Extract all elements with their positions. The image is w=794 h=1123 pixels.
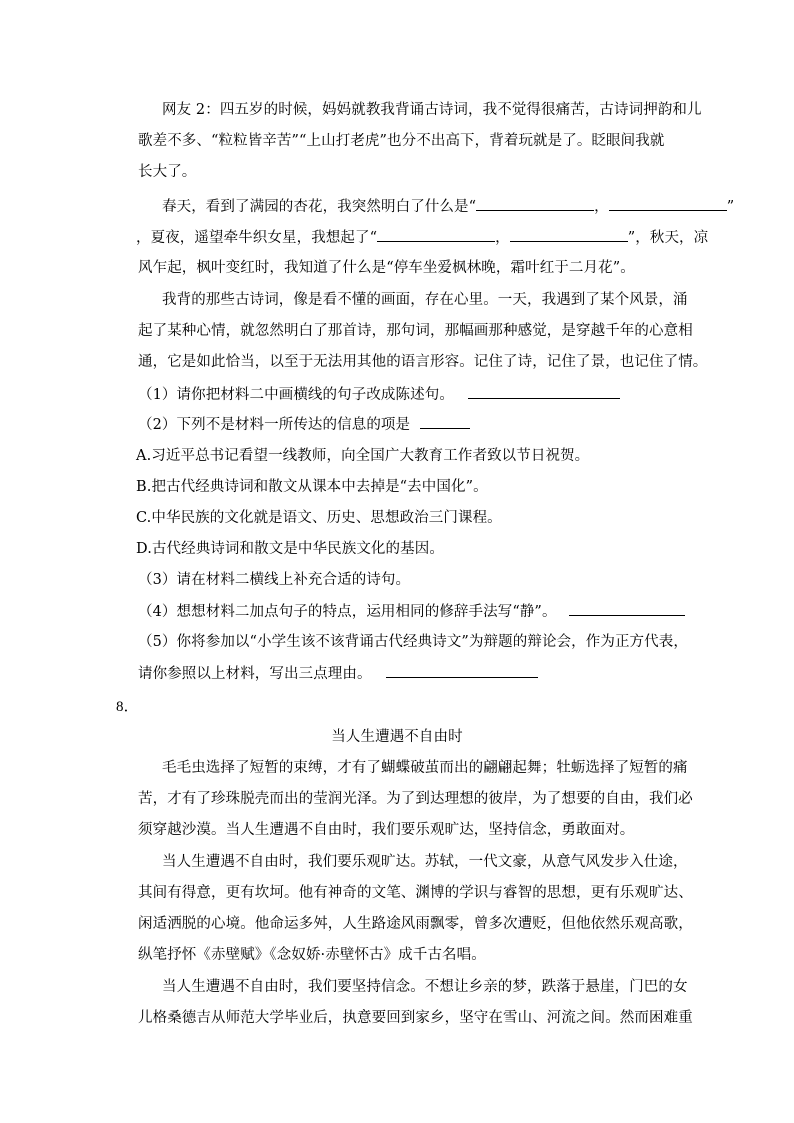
question-4-text: （4）想想材料二加点句子的特点，运用相同的修辞手法写“静”。 [138, 604, 557, 620]
m2-p2-line1 [162, 196, 734, 217]
question-2 [138, 414, 470, 435]
item-number: 8． [116, 699, 139, 715]
question-5-text: 请你参照以上材料，写出三点理由。 [138, 666, 372, 682]
m2-p1-line1: 网友 2：四五岁的时候，妈妈就教我背诵古诗词，我不觉得很痛苦，古诗词押韵和儿 [162, 102, 702, 118]
option-c: C.中华民族的文化就是语文、历史、思想政治三门课程。 [136, 510, 502, 526]
answer-blank-q5[interactable] [386, 663, 538, 678]
essay-p1-line3: 须穿越沙漠。当人生遭遇不自由时，我们要乐观旷达，坚持信念，勇敢面对。 [138, 822, 635, 838]
m2-p3-line1: 我背的那些古诗词，像是看不懂的画面，存在心里。一天，我遇到了某个风景，涌 [162, 292, 688, 308]
question-5-line1: （5）你将参加以“小学生该不该背诵古代经典诗文”为辩题的辩论会，作为正方代表， [138, 634, 688, 650]
essay-p2-line4: 纵笔抒怀《赤壁赋》《念奴娇·赤壁怀古》成千古名唱。 [138, 947, 486, 963]
m2-p3-line3: 通，它是如此恰当，以至于无法用其他的语言形容。记住了诗，记住了景，也记住了情。 [138, 354, 708, 370]
option-b: B.把古代经典诗词和散文从课本中去掉是“去中国化”。 [136, 479, 488, 495]
question-1 [138, 384, 620, 405]
poem-blank-4[interactable] [510, 227, 628, 242]
essay-p2-line2: 其间有得意，更有坎坷。他有神奇的文笔、渊博的学识与睿智的思想，更有乐观旷达、 [138, 885, 693, 901]
essay-p3-line2: 儿格桑德吉从师范大学毕业后，执意要回到家乡，坚守在雪山、河流之间。然而困难重 [138, 1010, 693, 1026]
essay-p1-line2: 苦，才有了珍珠脱壳而出的莹润光泽。为了到达理想的彼岸，为了想要的自由，我们必 [138, 791, 693, 807]
essay-title: 当人生遭遇不自由时 [331, 729, 463, 745]
answer-blank-q4[interactable] [569, 601, 685, 616]
m2-p3-line2: 起了某种心情，就忽然明白了那首诗，那句词，那幅画那种感觉，是穿越千年的心意相 [138, 323, 693, 339]
essay-p3-line1: 当人生遭遇不自由时，我们要坚持信念。不想让乡亲的梦，跌落于悬崖，门巴的女 [162, 979, 688, 995]
m2-p2-line2 [136, 227, 708, 248]
poem-blank-3[interactable] [377, 227, 495, 242]
answer-blank-q1[interactable] [468, 384, 620, 399]
m2-p2-line1-text-b: ， [594, 199, 609, 215]
m2-p1-line3: 长大了。 [138, 164, 197, 180]
answer-blank-q2[interactable] [420, 414, 470, 429]
m2-p2-line1-text-c: ” [726, 199, 735, 215]
m2-p2-line2-text-c: ”，秋天，凉 [627, 230, 709, 246]
m2-p2-line2-text-a: ，夏夜，遥望牵牛织女星，我想起了“ [136, 230, 378, 246]
option-d: D.古代经典诗词和散文是中华民族文化的基因。 [136, 541, 444, 557]
m2-p2-line3: 风乍起，枫叶变红时，我知道了什么是“停车坐爱枫林晚，霜叶红于二月花”。 [138, 260, 635, 276]
question-2-text: （2）下列不是材料一所传达的信息的项是 [138, 417, 411, 433]
m2-p2-line1-text-a: 春天，看到了满园的杏花，我突然明白了什么是“ [162, 199, 477, 215]
essay-p1-line1: 毛毛虫选择了短暂的束缚，才有了蝴蝶破茧而出的翩翩起舞；牡蛎选择了短暂的痛 [162, 760, 688, 776]
essay-p2-line3: 闲适洒脱的心境。他命运多舛，人生路途风雨飘零，曾多次遭贬，但他依然乐观高歌， [138, 916, 693, 932]
poem-blank-2[interactable] [609, 196, 727, 211]
option-a: A.习近平总书记看望一线教师，向全国广大教育工作者致以节日祝贺。 [136, 448, 590, 464]
question-4 [138, 601, 685, 622]
question-5-line2 [138, 663, 538, 684]
m2-p1-line2: 歌差不多、“粒粒皆辛苦”“上山打老虎”也分不出高下，背着玩就是了。眨眼间我就 [138, 133, 665, 149]
essay-p2-line1: 当人生遭遇不自由时，我们要乐观旷达。苏轼，一代文豪，从意气风发步入仕途， [162, 854, 688, 870]
question-3: （3）请在材料二横线上补充合适的诗句。 [138, 572, 411, 588]
poem-blank-1[interactable] [476, 196, 594, 211]
m2-p2-line2-text-b: ， [495, 230, 510, 246]
question-1-text: （1）请你把材料二中画横线的句子改成陈述句。 [138, 387, 454, 403]
